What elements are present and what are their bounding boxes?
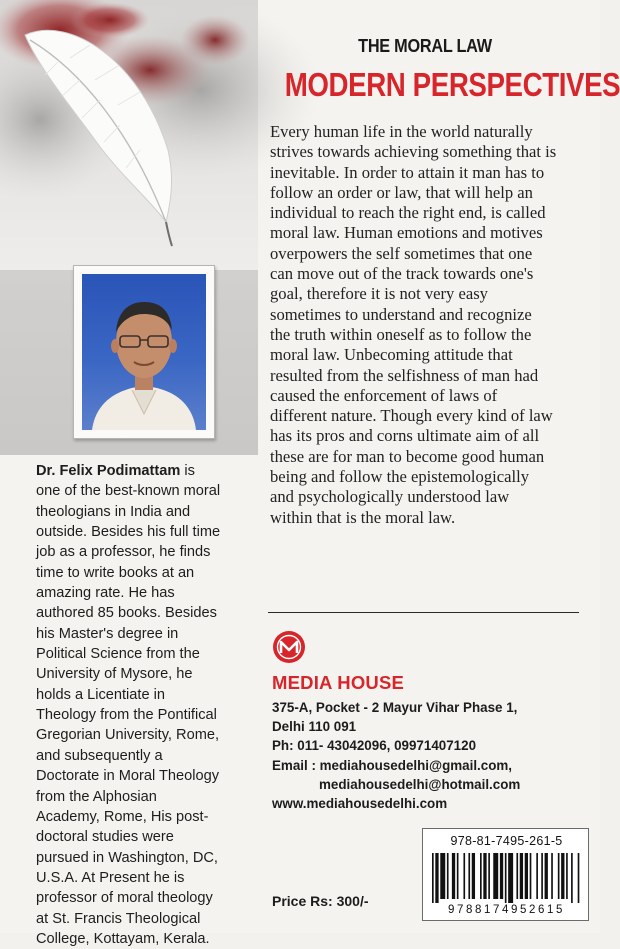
barcode-bar: [571, 853, 573, 903]
blurb-line: follow an order or law, that will help an: [270, 182, 533, 202]
author-photo-frame: [73, 265, 215, 439]
series-title: THE MORAL LAW: [358, 35, 492, 56]
barcode-bar: [516, 853, 518, 899]
barcode-bar: [578, 853, 580, 903]
blurb-line: within that is the moral law.: [270, 507, 456, 527]
bio-line: pursued in Washington, DC,: [36, 849, 218, 866]
publisher-city: Delhi 110 091: [272, 719, 357, 735]
blurb-line: has its pros and corns ultimate aim of all: [270, 426, 540, 446]
bio-line: job as a professor, he finds: [36, 544, 211, 561]
bio-line: his Master's degree in: [36, 625, 179, 642]
barcode-bar: [566, 853, 568, 899]
feather-illustration: [0, 0, 258, 270]
bio-line: professor of moral theology: [36, 890, 213, 907]
bio-line: doctoral studies were: [36, 829, 174, 846]
bio-line: Gregorian University, Rome,: [36, 727, 220, 744]
barcode-bar: [545, 853, 548, 899]
bio-line: at St. Francis Theological: [36, 910, 201, 927]
isbn-label: 978-81-7495-261-5: [450, 834, 563, 848]
barcode-bar: [457, 853, 459, 899]
barcode-bar: [463, 853, 465, 899]
bio-line: Academy, Rome, His post-: [36, 808, 209, 825]
price: Price Rs: 300/-: [272, 893, 369, 909]
publisher-address: 375-A, Pocket - 2 Mayur Vihar Phase 1,: [272, 700, 518, 715]
bio-line: and subsequently a: [36, 747, 163, 764]
blurb-line: moral law. Unbecoming attitude that: [270, 345, 513, 365]
barcode-bar: [536, 853, 538, 899]
bio-line: one of the best-known moral: [36, 483, 221, 500]
barcode-bar: [530, 853, 532, 899]
publisher-email-alt: mediahousedelhi@hotmail.com: [319, 776, 521, 792]
blurb-line: being and follow the epistemologically: [270, 467, 529, 487]
barcode-bar: [551, 853, 553, 899]
barcode-bar: [561, 853, 564, 899]
blurb-line: caused the enforcement of laws of: [270, 385, 498, 405]
author-photo: [82, 274, 206, 430]
barcode-bar: [440, 853, 445, 899]
barcode-bar: [432, 853, 434, 903]
publisher-email: Email : mediahousedelhi@gmail.com,: [272, 757, 513, 773]
barcode-bar: [500, 853, 503, 899]
barcode-number: 9788174952615: [448, 904, 565, 916]
bio-line: Doctorate in Moral Theology: [36, 768, 220, 785]
feather-icon: [0, 0, 258, 270]
left-column: [0, 0, 258, 947]
barcode-bar: [493, 853, 498, 899]
bio-line: Political Science from the: [36, 646, 200, 663]
barcode-bar: [472, 853, 475, 899]
blurb-line: individual to reach the right end, is called: [270, 203, 546, 223]
author-portrait-icon: [82, 274, 206, 430]
bio-line: from the Alphosian: [36, 788, 157, 805]
publisher-info: [272, 672, 592, 813]
blurb-line: can move out of the track towards one's: [270, 264, 534, 284]
barcode-bar: [520, 853, 523, 899]
section-divider: [268, 612, 579, 613]
barcode-bar: [488, 853, 490, 899]
bio-line: University of Mysore, he: [36, 666, 193, 683]
blurb-line: resulted from the selfishness of man had: [270, 365, 539, 385]
bio-line: College, Kottayam, Kerala.: [36, 930, 210, 947]
blurb-line: overpowers the self sometimes that one: [270, 243, 533, 263]
barcode-bar: [480, 853, 482, 899]
blurb-line: strives towards achieving something that is: [270, 142, 557, 162]
barcode-bar: [505, 853, 507, 903]
publisher-name: MEDIA HOUSE: [272, 672, 405, 693]
barcode-bar: [541, 853, 543, 899]
barcode-bar: [525, 853, 528, 899]
barcode-bar: [508, 853, 513, 903]
barcode-bar: [435, 853, 438, 903]
barcode-icon: [432, 853, 581, 903]
bio-line: Dr. Felix Podimattam is: [36, 463, 195, 479]
bio-line: theologians in India and: [36, 503, 191, 520]
barcode-bar: [483, 853, 486, 899]
bio-line: Theology from the Pontifical: [36, 707, 217, 724]
book-title: MODERN PERSPECTIVES: [284, 66, 620, 103]
blurb-line: these are for man to become good human: [270, 446, 545, 466]
bio-line: U.S.A. At Present he is: [36, 869, 185, 886]
isbn-barcode: [422, 828, 589, 921]
barcode-bar: [452, 853, 455, 899]
blurb-line: the truth within oneself as to follow the: [270, 324, 532, 344]
author-bio: [36, 461, 252, 949]
bio-line: time to write books at an: [36, 564, 195, 581]
media-house-logo-icon: [272, 630, 306, 664]
barcode-bar: [447, 853, 449, 899]
publisher-phone: Ph: 011- 43042096, 09971407120: [272, 738, 477, 754]
barcode-bar: [558, 853, 560, 899]
bio-line: outside. Besides his full time: [36, 524, 221, 541]
author-name: Dr. Felix Podimattam: [36, 463, 181, 479]
publisher-website: www.mediahousedelhi.com: [272, 796, 448, 812]
blurb-line: moral law. Human emotions and motives: [270, 223, 543, 243]
blurb-line: Every human life in the world naturally: [270, 122, 533, 141]
blurb-line: inevitable. In order to attain it man has to: [270, 162, 545, 182]
blurb-line: different nature. Though every kind of law: [270, 406, 553, 426]
blurb-line: sometimes to understand and recognize: [270, 304, 532, 324]
book-blurb: [270, 122, 574, 528]
blurb-line: goal, therefore it is not very easy: [270, 284, 488, 304]
barcode-bar: [468, 853, 470, 899]
bio-line: authored 85 books. Besides: [36, 605, 217, 622]
bio-line: holds a Licentiate in: [36, 686, 165, 703]
bio-line: amazing rate. He has: [36, 585, 175, 602]
blurb-line: and psychologically understood law: [270, 487, 510, 507]
